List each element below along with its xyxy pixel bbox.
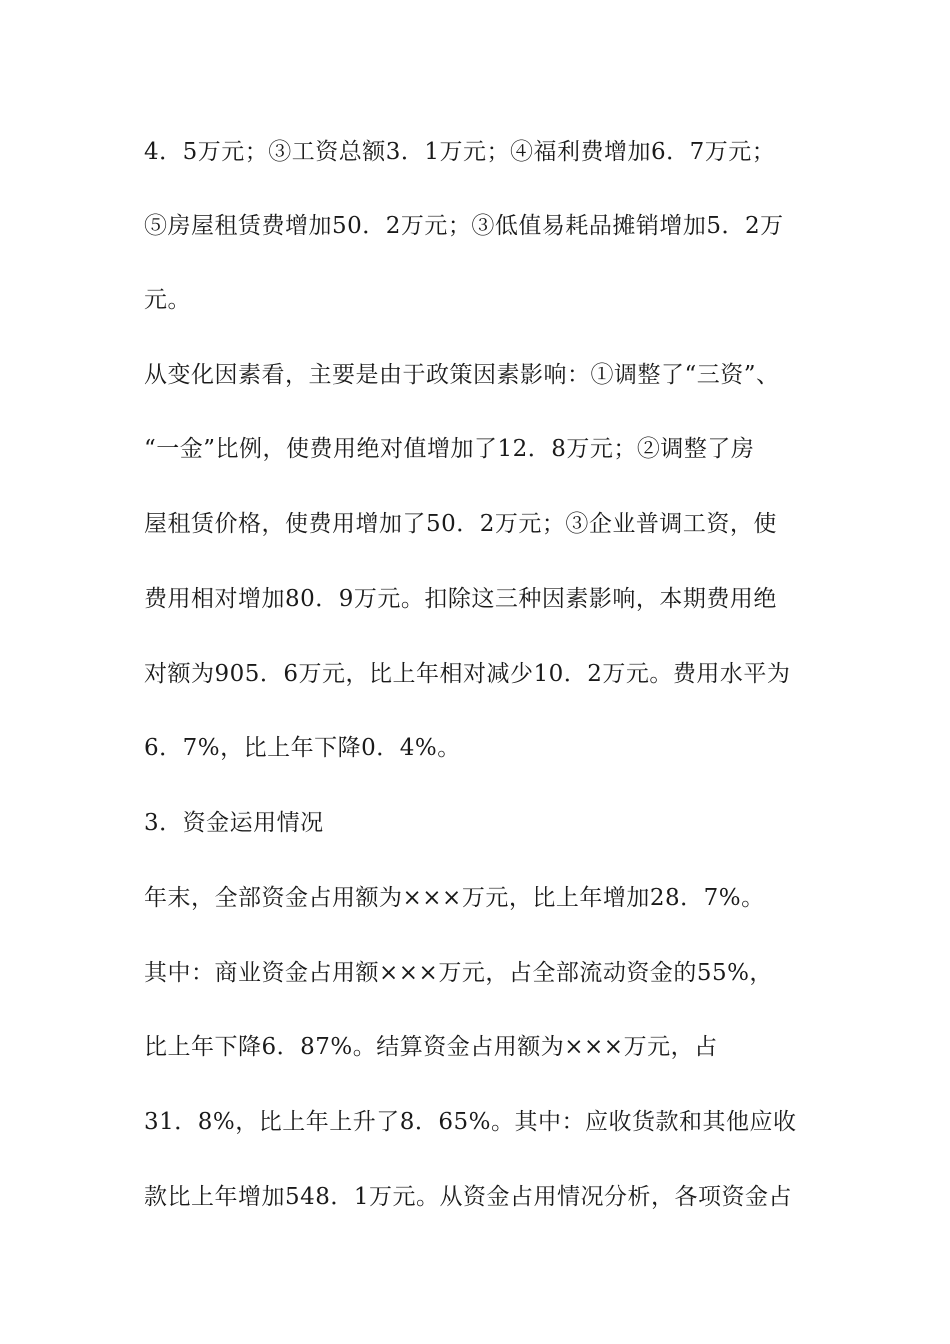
text-line-14: 31．8%，比上年上升了8．65%。其中：应收货款和其他应收 <box>144 1109 797 1135</box>
text-line-8: 对额为905．6万元，比上年相对减少10．2万元。费用水平为 <box>144 661 791 687</box>
text-line-13: 比上年下降6．87%。结算资金占用额为×××万元，占 <box>144 1034 718 1060</box>
text-line-4: 从变化因素看，主要是由于政策因素影响：①调整了“三资”、 <box>144 362 780 388</box>
section-heading: 3．资金运用情况 <box>144 810 324 836</box>
text-line-5: “一金”比例，使费用绝对值增加了12．8万元；②调整了房 <box>144 436 755 462</box>
text-line-2: ⑤房屋租赁费增加50．2万元；③低值易耗品摊销增加5．2万 <box>144 213 784 239</box>
text-line-12: 其中：商业资金占用额×××万元，占全部流动资金的55%， <box>144 960 773 986</box>
text-line-6: 屋租赁价格，使费用增加了50．2万元；③企业普调工资，使 <box>144 511 777 537</box>
text-line-3: 元。 <box>144 287 191 313</box>
text-line-15: 款比上年增加548．1万元。从资金占用情况分析，各项资金占 <box>144 1184 793 1210</box>
text-line-1: 4．5万元；③工资总额3．1万元；④福利费增加6．7万元； <box>144 139 776 165</box>
text-line-7: 费用相对增加80．9万元。扣除这三种因素影响，本期费用绝 <box>144 586 777 612</box>
text-line-9: 6．7%，比上年下降0．4%。 <box>144 735 461 761</box>
text-line-11: 年末，全部资金占用额为×××万元，比上年增加28．7%。 <box>144 885 765 911</box>
